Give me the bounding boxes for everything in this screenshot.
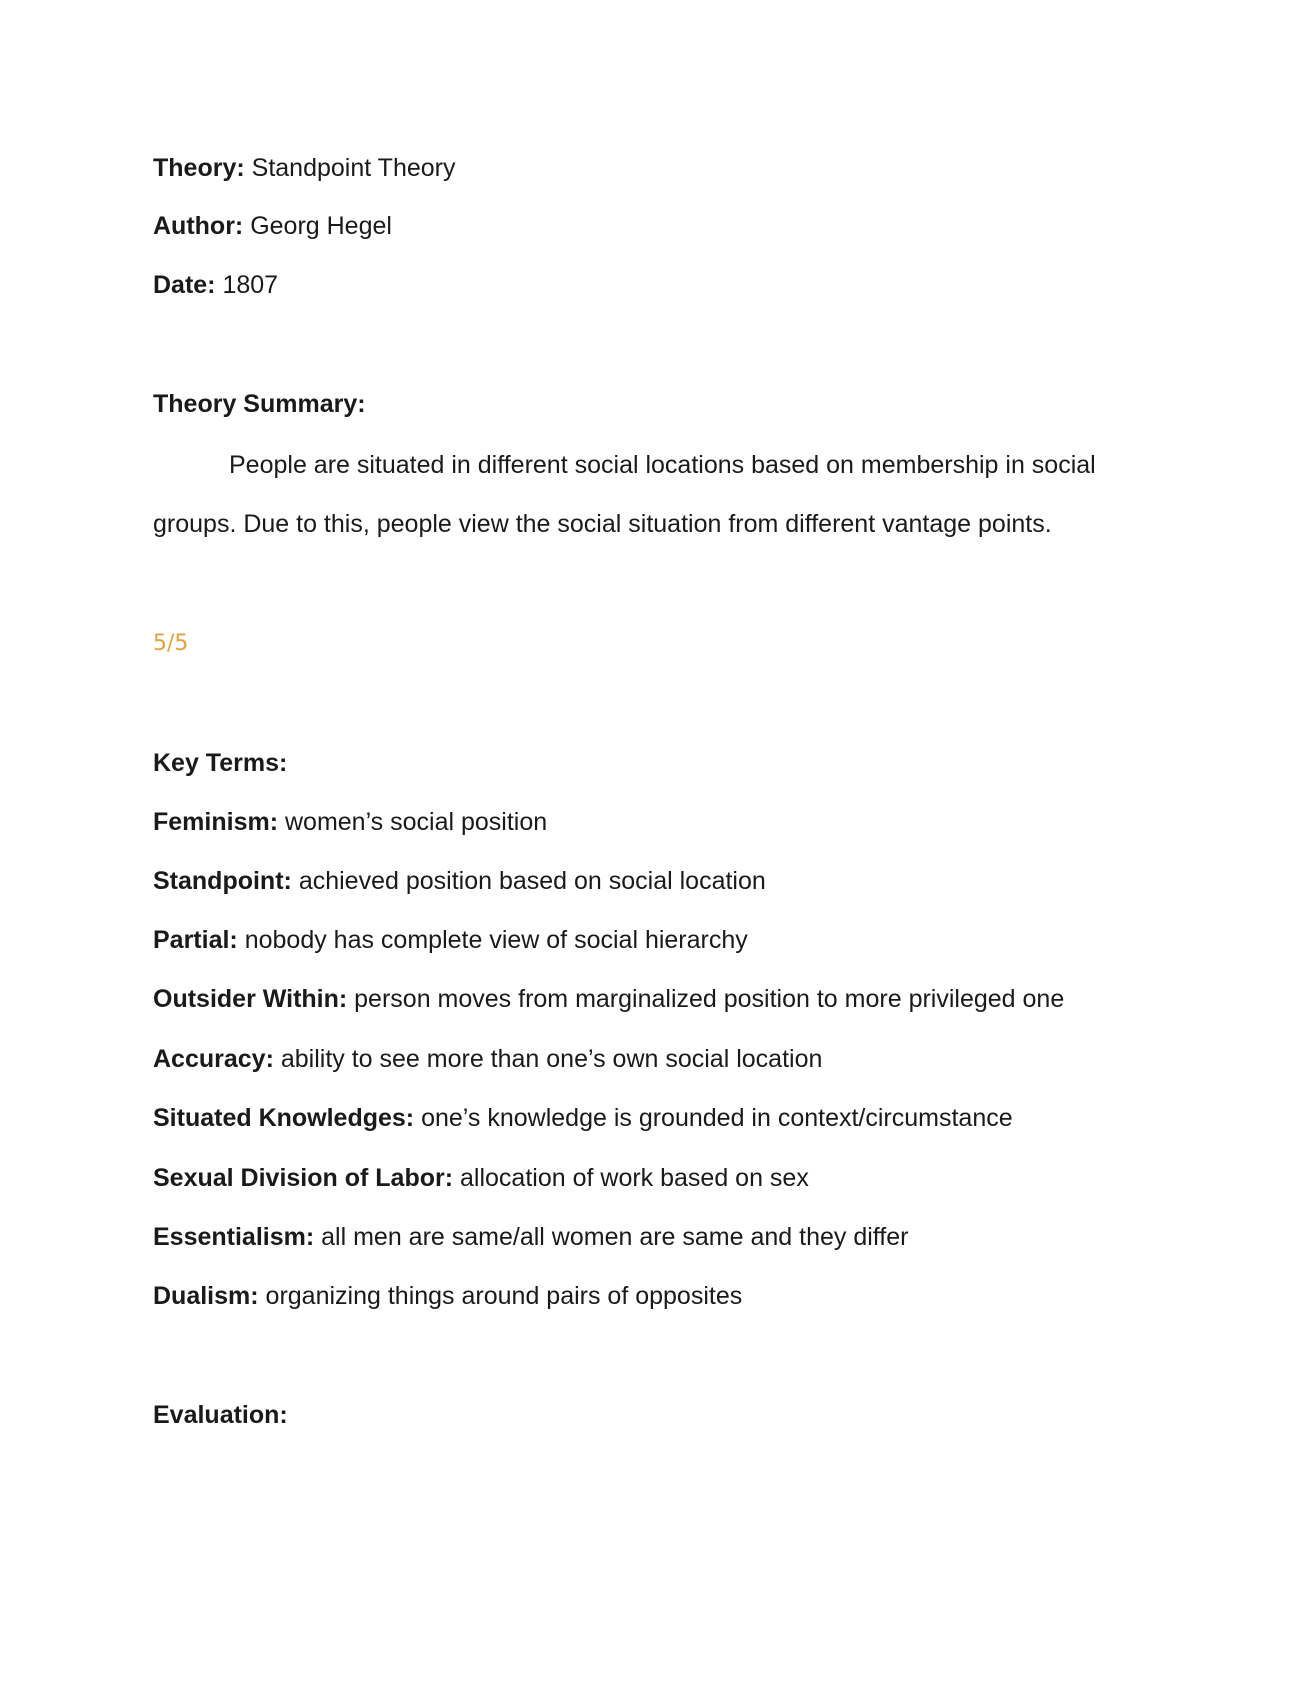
author-label: Author:	[153, 212, 244, 240]
term-label: Situated Knowledges:	[153, 1104, 415, 1132]
date-label: Date:	[153, 271, 216, 299]
summary-line-2: groups. Due to this, people view the social situation from different vantage points.	[153, 510, 1052, 538]
term-definition: allocation of work based on sex	[460, 1164, 809, 1192]
author-line	[153, 211, 392, 241]
term-definition: achieved position based on social location	[298, 867, 766, 895]
summary-heading	[153, 389, 366, 419]
key-term-essentialism	[153, 1222, 908, 1252]
term-definition: nobody has complete view of social hierarchy	[244, 926, 748, 954]
theory-line	[153, 153, 456, 183]
key-terms-heading	[153, 748, 287, 778]
term-definition: person moves from marginalized position to more privileged one	[354, 985, 1065, 1013]
term-definition: all men are same/all women are same and they differ	[321, 1223, 909, 1251]
key-term-partial	[153, 925, 748, 955]
summary-heading-text: Theory Summary:	[153, 390, 366, 418]
key-terms-heading-text: Key Terms:	[153, 749, 288, 777]
term-label: Standpoint:	[153, 867, 292, 895]
author-value: Georg Hegel	[250, 212, 392, 240]
term-definition: women’s social position	[284, 808, 548, 836]
evaluation-heading	[153, 1400, 288, 1430]
key-term-outsider-within	[153, 984, 1064, 1014]
term-label: Dualism:	[153, 1282, 259, 1310]
summary-line-1: People are situated in different social locations based on membership in social	[229, 451, 1096, 479]
term-definition: one’s knowledge is grounded in context/circumstance	[421, 1104, 1013, 1132]
theory-value: Standpoint Theory	[251, 154, 456, 182]
key-term-dualism	[153, 1281, 742, 1311]
date-value: 1807	[222, 271, 279, 299]
key-term-sexual-division-of-labor	[153, 1163, 809, 1193]
theory-label: Theory:	[153, 154, 245, 182]
key-term-standpoint	[153, 866, 766, 896]
term-label: Outsider Within:	[153, 985, 348, 1013]
date-line	[153, 270, 278, 300]
term-label: Accuracy:	[153, 1045, 274, 1073]
key-term-accuracy	[153, 1044, 822, 1074]
key-term-feminism	[153, 807, 547, 837]
key-term-situated-knowledges	[153, 1103, 1013, 1133]
term-label: Essentialism:	[153, 1223, 315, 1251]
evaluation-heading-text: Evaluation:	[153, 1401, 288, 1429]
term-label: Sexual Division of Labor:	[153, 1164, 454, 1192]
term-label: Feminism:	[153, 808, 279, 836]
grade-annotation: 5/5	[153, 631, 189, 656]
term-definition: ability to see more than one’s own social location	[280, 1045, 823, 1073]
term-label: Partial:	[153, 926, 238, 954]
term-definition: organizing things around pairs of opposites	[265, 1282, 743, 1310]
